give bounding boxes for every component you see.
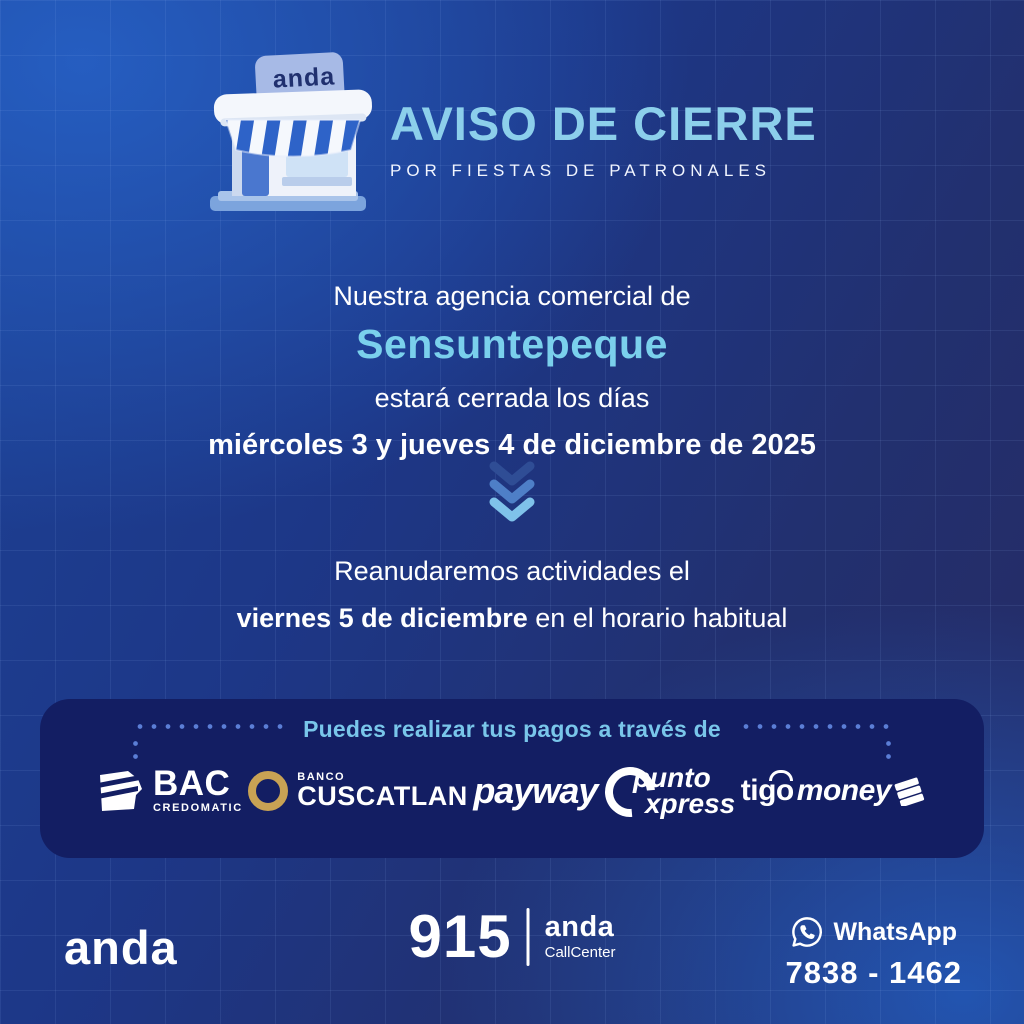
- agency-name: Sensuntepeque: [356, 321, 668, 367]
- header-title-block: [390, 97, 817, 181]
- resume-rest: en el horario habitual: [527, 603, 788, 633]
- payments-header: [40, 716, 984, 743]
- bac-label: BAC: [153, 764, 231, 803]
- resume-intro: Reanudaremos actividades el: [334, 556, 690, 586]
- whatsapp-label: WhatsApp: [833, 917, 958, 946]
- cuscatlan-label: CUSCATLAN: [297, 781, 468, 812]
- closed-line: estará cerrada los días: [374, 383, 650, 413]
- punto-label: punto: [632, 762, 711, 793]
- chevron-down-icons: [0, 461, 1024, 524]
- tigo-money-logo: [741, 774, 926, 808]
- payment-logos-row: [40, 762, 984, 819]
- money-label: money: [796, 773, 891, 807]
- resume-line: [0, 603, 1024, 634]
- store-sign-brand: anda: [272, 62, 336, 94]
- page-title: AVISO DE CIERRE: [390, 97, 817, 150]
- whatsapp-number: 7838 - 1462: [785, 955, 962, 990]
- callcenter-block: [408, 903, 616, 970]
- announcement-block: [0, 281, 1024, 462]
- tigo-smile-icon: [769, 770, 793, 781]
- whatsapp-icon: [790, 915, 824, 949]
- callcenter-number: 915: [408, 903, 512, 970]
- dotted-line-left: [133, 724, 285, 729]
- bac-flag-icon: [98, 769, 144, 813]
- banco-label: BANCO: [297, 771, 346, 784]
- page-subtitle: POR FIESTAS DE PATRONALES: [390, 161, 771, 180]
- closed-dates: miércoles 3 y jueves 4 de diciembre de 2025: [208, 429, 816, 461]
- punto-xpress-logo: [603, 762, 736, 819]
- credomatic-label: CREDOMATIC: [153, 801, 243, 814]
- money-bills-icon: [894, 776, 926, 806]
- xpress-label: xpress: [644, 787, 736, 819]
- resume-block: [0, 556, 1024, 634]
- payments-panel: [40, 699, 984, 858]
- callcenter-label: CallCenter: [544, 944, 616, 961]
- payments-title: Puedes realizar tus pagos a través de: [303, 716, 721, 742]
- chevron-down-icon: [487, 497, 537, 524]
- dotted-line-right: [739, 724, 891, 729]
- whatsapp-block: [786, 915, 962, 991]
- resume-date: viernes 5 de diciembre: [236, 603, 528, 633]
- payway-logo: payway: [473, 769, 598, 811]
- announcement-intro: Nuestra agencia comercial de: [333, 281, 691, 311]
- banco-cuscatlan-logo: [248, 771, 467, 811]
- store-icon: [200, 46, 388, 218]
- tigo-label: tigo: [740, 773, 794, 807]
- divider: [527, 908, 530, 966]
- cuscatlan-ring-icon: [248, 771, 288, 811]
- bac-credomatic-logo: [98, 764, 243, 814]
- anda-logo: anda: [64, 921, 178, 974]
- callcenter-brand: anda: [544, 911, 615, 943]
